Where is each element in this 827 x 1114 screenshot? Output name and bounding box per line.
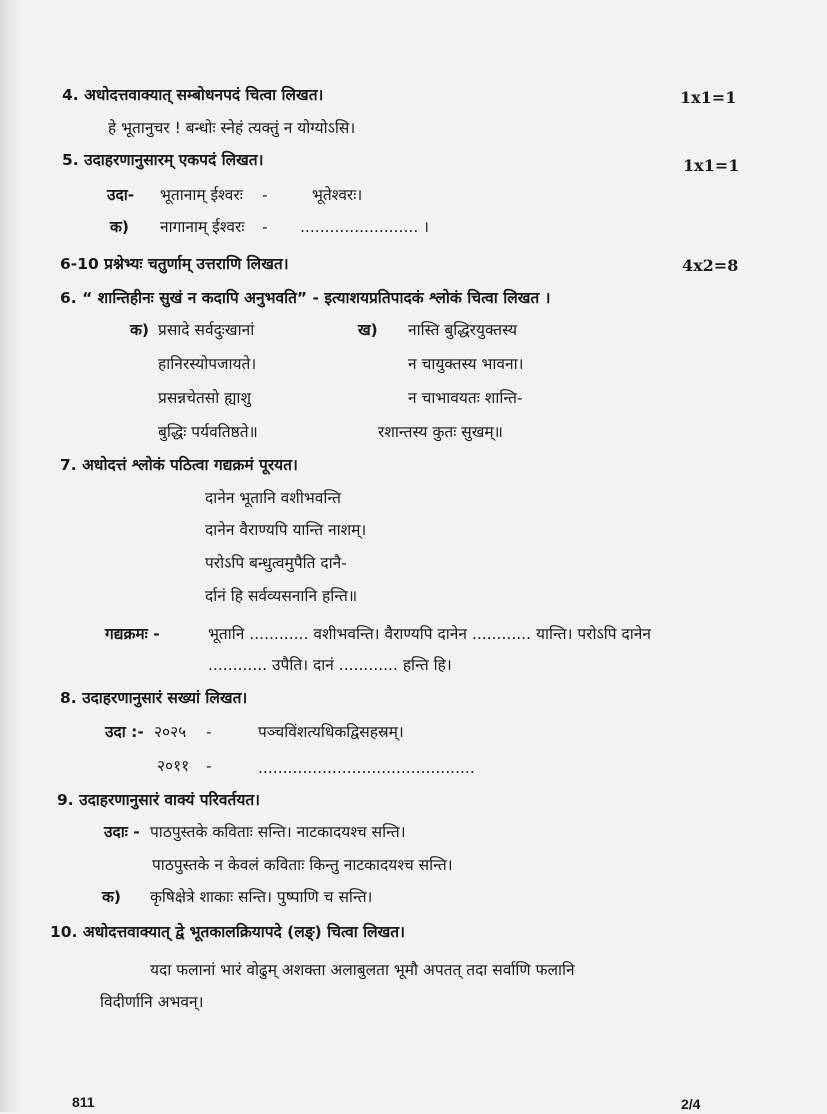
q7-heading: 7. अधोदत्तं श्लोकं पठित्वा गद्यक्रमं पूरयत। — [60, 456, 298, 474]
q10-line2: विदीर्णानि अभवन्। — [100, 993, 204, 1011]
q7-verse-line: परोऽपि बन्धुत्वमुपैति दानै- — [205, 554, 347, 572]
q6-heading: 6. “ शान्तिहीनः सुखं न कदापि अनुभवति” - इत्याशयप्रतिपादकं श्लोकं चित्वा लिखत । — [60, 289, 551, 307]
q5-item-dash: - — [262, 218, 268, 236]
q4-marks: 1x1=1 — [680, 88, 737, 107]
q6-option-a-line: प्रसादे सर्वदुःखानां — [158, 321, 255, 339]
q6-10-heading: 6-10 प्रश्नेभ्यः चतुर्णाम् उत्तराणि लिखत। — [60, 255, 289, 273]
q8-item-number: २०११ — [157, 757, 190, 775]
q9-example-line1: पाठपुस्तके कविताः सन्ति। नाटकादयश्च सन्ति। — [150, 823, 406, 841]
q10-line1: यदा फलानां भारं वोढुम् अशक्ता अलाबुलता भूमौ अपतत् तदा सर्वाणि फलानि — [150, 961, 575, 979]
q5-item-text: नागानाम् ईश्वरः — [160, 218, 245, 236]
q6-option-b-label: ख) — [358, 321, 378, 339]
q7-verse-line: र्दानं हि सर्वव्यसनानि हन्ति॥ — [205, 587, 358, 605]
q5-example-answer: भूतेश्वरः। — [312, 186, 363, 204]
q7-verse-line: दानेन वैराण्यपि यान्ति नाशम्। — [205, 521, 367, 539]
q9-example-line2: पाठपुस्तके न केवलं कविताः किन्तु नाटकादयश्च सन्ति। — [152, 856, 453, 874]
q8-example-dash: - — [206, 723, 212, 741]
q10-heading: 10. अधोदत्तवाक्यात् द्वे भूतकालक्रियापदे (लङ्) चित्वा लिखत। — [50, 923, 406, 941]
footer-page-number: 2/4 — [681, 1096, 701, 1112]
q5-example-dash: - — [262, 186, 268, 204]
q7-verse-line: दानेन भूतानि वशीभवन्ति — [205, 489, 341, 507]
q6-option-b-line: न चाभावयतः शान्ति- — [408, 389, 523, 407]
q6-option-b-line: रशान्तस्य कुतः सुखम्॥ — [378, 423, 503, 441]
q8-example-label: उदा :- — [105, 723, 144, 741]
q9-item-text: कृषिक्षेत्रे शाकाः सन्ति। पुष्पाणि च सन्ति। — [150, 888, 373, 906]
q8-heading: 8. उदाहरणानुसारं सख्यां लिखत। — [60, 689, 248, 707]
q4-sentence: हे भूतानुचर ! बन्धोः स्नेहं त्यक्तुं न योग्योऽसि। — [108, 119, 356, 137]
q5-heading: 5. उदाहरणानुसारम् एकपदं लिखत। — [62, 151, 264, 169]
q7-prose-line2: ............ उपैति। दानं ............ हन्ति हि। — [208, 656, 452, 674]
q7-prose-line1: भूतानि ............ वशीभवन्ति। वैराण्यपि दानेन ............ यान्ति। परोऽपि दानेन — [208, 625, 651, 643]
q6-option-a-line: प्रसन्नचेतसो ह्याशु — [158, 389, 251, 407]
q8-example-answer: पञ्चविंशत्यधिकद्विसहस्रम्। — [258, 723, 404, 741]
q6-10-marks: 4x2=8 — [682, 256, 739, 275]
q5-item-label: क) — [110, 218, 129, 236]
q6-option-a-line: हानिरस्योपजायते। — [158, 355, 257, 373]
q6-option-a-line: बुद्धिः पर्यवतिष्ठते॥ — [158, 423, 258, 441]
q8-example-number: २०२५ — [154, 723, 187, 741]
footer-code: 811 — [72, 1094, 95, 1110]
q5-marks: 1x1=1 — [683, 156, 740, 175]
q8-item-dash: - — [206, 757, 212, 775]
q7-prose-label: गद्यक्रमः - — [105, 625, 160, 643]
q5-example-text: भूतानाम् ईश्वरः — [160, 186, 243, 204]
q9-heading: 9. उदाहरणानुसारं वाक्यं परिवर्तयत। — [57, 791, 261, 809]
q5-example-label: उदा- — [107, 186, 135, 204]
q6-option-a-label: क) — [130, 321, 149, 339]
q9-example-label: उदाः - — [104, 823, 140, 841]
q5-item-blank: ........................ । — [300, 218, 430, 236]
q8-item-blank: ............................................ — [258, 759, 475, 777]
q4-heading: 4. अधोदत्तवाक्यात् सम्बोधनपदं चित्वा लिखत। — [62, 86, 324, 104]
q6-option-b-line: न चायुक्तस्य भावना। — [408, 355, 524, 373]
q9-item-label: क) — [102, 888, 121, 906]
page-edge-shadow — [0, 0, 22, 1112]
q6-option-b-line: नास्ति बुद्धिरयुक्तस्य — [408, 321, 518, 339]
